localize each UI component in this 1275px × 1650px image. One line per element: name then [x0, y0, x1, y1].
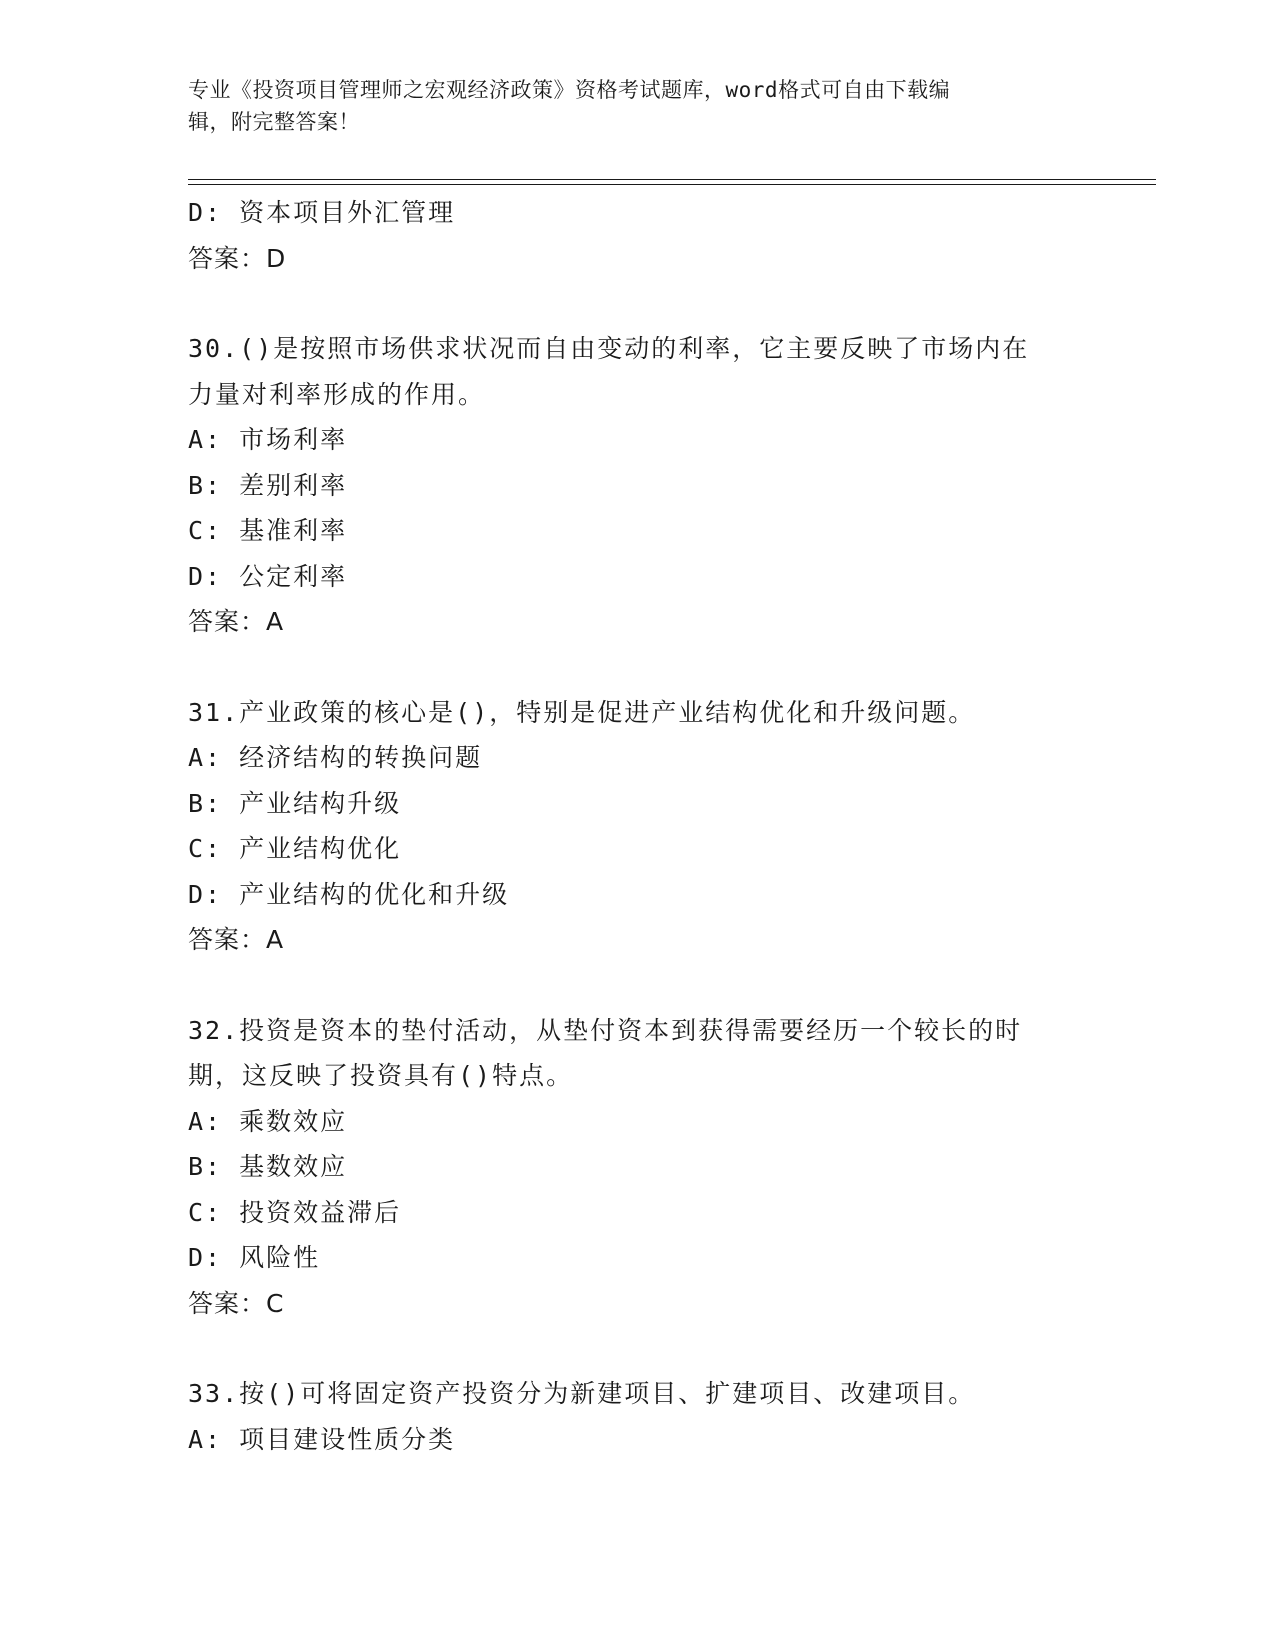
question-30	[188, 326, 1088, 645]
spacer	[188, 963, 1088, 1008]
option-b: B: 差别利率	[188, 470, 348, 500]
answer: 答案：C	[188, 1288, 285, 1318]
option-a: A: 经济结构的转换问题	[188, 743, 483, 772]
question-text: 力量对利率形成的作用。	[188, 379, 486, 409]
document-header	[188, 74, 1068, 138]
question-31	[188, 690, 1088, 963]
header-line-2: 辑，附完整答案！	[188, 110, 360, 134]
spacer	[188, 645, 1088, 690]
header-divider-bottom	[188, 184, 1156, 185]
option-d: D: 产业结构的优化和升级	[188, 879, 510, 909]
question-text: 33.按()可将固定资产投资分为新建项目、扩建项目、改建项目。	[188, 1379, 976, 1408]
question-32	[188, 1008, 1088, 1327]
spacer	[188, 281, 1088, 326]
spacer	[188, 1326, 1088, 1371]
question-text: 32.投资是资本的垫付活动，从垫付资本到获得需要经历一个较长的时	[188, 1015, 1023, 1045]
header-divider-top	[188, 179, 1156, 180]
option-b: B: 基数效应	[188, 1152, 348, 1181]
option-c: C: 产业结构优化	[188, 834, 402, 863]
question-list	[188, 190, 1088, 1462]
option-d: D: 公定利率	[188, 561, 348, 591]
option-c: C: 基准利率	[188, 516, 348, 545]
question-text: 期，这反映了投资具有()特点。	[188, 1061, 574, 1090]
question-text: 30.()是按照市场供求状况而自由变动的利率，它主要反映了市场内在	[188, 334, 1030, 363]
option-d: D: 资本项目外汇管理	[188, 198, 456, 227]
option-b: B: 产业结构升级	[188, 788, 402, 818]
option-a: A: 市场利率	[188, 425, 348, 454]
option-d: D: 风险性	[188, 1243, 321, 1272]
answer: 答案：D	[188, 243, 287, 273]
option-a: A: 乘数效应	[188, 1106, 348, 1136]
question-33	[188, 1371, 1088, 1462]
header-line-1: 专业《投资项目管理师之宏观经济政策》资格考试题库，word格式可自由下载编	[188, 78, 951, 102]
option-a: A: 项目建设性质分类	[188, 1424, 456, 1454]
answer: 答案：A	[188, 607, 285, 636]
answer: 答案：A	[188, 925, 285, 954]
option-c: C: 投资效益滞后	[188, 1197, 402, 1227]
question-text: 31.产业政策的核心是()，特别是促进产业结构优化和升级问题。	[188, 697, 976, 727]
